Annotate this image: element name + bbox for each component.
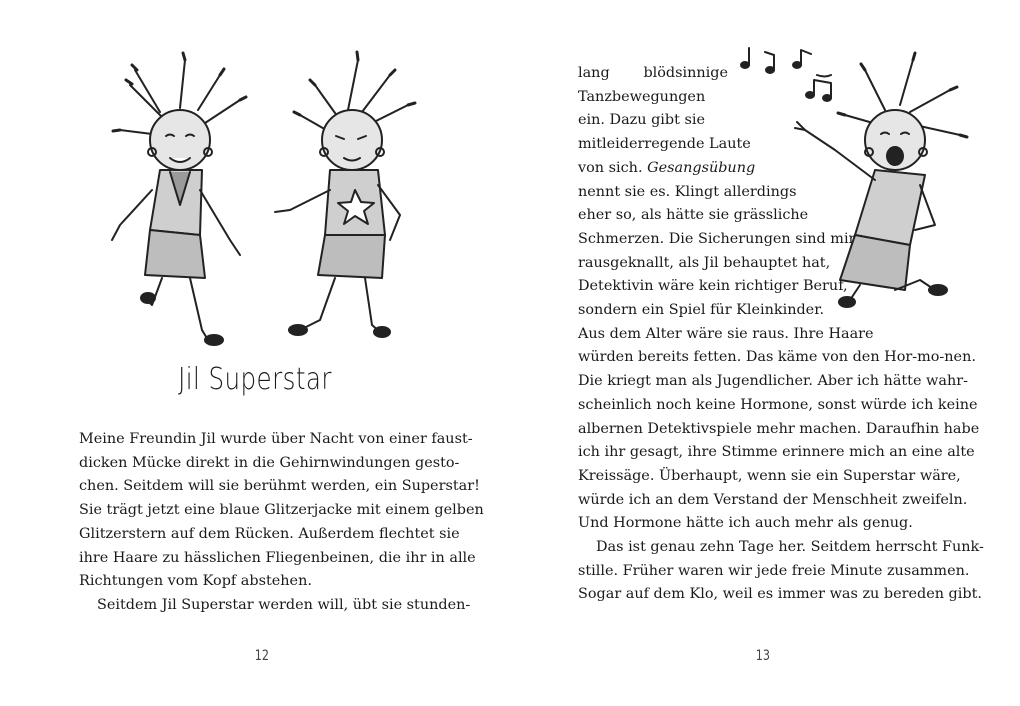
text-line: sondern ein Spiel für Kleinkinder. <box>578 302 825 319</box>
text-line <box>578 62 728 86</box>
text-line: dicken Mücke direkt in die Gehirnwindungen gesto- <box>79 454 460 471</box>
text-line: scheinlich noch keine Hormone, sonst würde ich keine <box>578 396 978 413</box>
text-line: stille. Früher waren wir jede freie Minute zusammen. <box>578 562 970 579</box>
text-line: würden bereits fetten. Das käme von den Hor-mo-nen. <box>578 349 976 366</box>
text-line <box>578 157 940 181</box>
text-line: Aus dem Alter wäre sie raus. Ihre Haare <box>578 325 874 342</box>
text-line: ein. Dazu gibt sie <box>578 112 705 129</box>
emphasis-word: Gesangsübung <box>647 159 756 176</box>
text-line: Tanzbewegungen <box>578 88 706 105</box>
text-segment: von sich. <box>578 159 643 176</box>
text-line: ihre Haare zu hässlichen Fliegenbeinen, die ihr in alle <box>79 549 476 566</box>
text-line: eher so, als hätte sie grässliche <box>578 207 809 224</box>
text-line: Glitzerstern auf dem Rücken. Außerdem flechtet sie <box>79 525 460 542</box>
text-line: chen. Seitdem will sie berühmt werden, ein Superstar! <box>79 478 480 495</box>
text-line: Seitdem Jil Superstar werden will, übt sie stunden- <box>97 596 471 613</box>
text-line: nennt sie es. Klingt allerdings <box>578 183 797 200</box>
text-line: Meine Freundin Jil wurde über Nacht von einer faust- <box>79 431 473 447</box>
text-line: Sogar auf dem Klo, weil es immer was zu bereden gibt. <box>578 586 982 603</box>
text-line: Kreissäge. Überhaupt, wenn sie ein Superstar wäre, <box>578 467 961 484</box>
text-line: Schmerzen. Die Sicherungen sind mir <box>578 230 856 247</box>
text-line: mitleiderregende Laute <box>578 136 751 153</box>
two-girls-dancing-illustration <box>90 40 430 350</box>
text-line: Die kriegt man als Jugendlicher. Aber ich hätte wahr- <box>578 373 968 390</box>
text-line: ich ihr gesagt, ihre Stimme erinnere mich an eine alte <box>578 444 975 461</box>
text-line: Und Hormone hätte ich auch mehr als genug. <box>578 515 913 532</box>
text-line: Das ist genau zehn Tage her. Seitdem herrscht Funk- <box>596 539 984 556</box>
right-body-text <box>578 62 984 607</box>
text-line: würde ich an dem Verstand der Menschheit zweifeln. <box>578 491 968 508</box>
text-line: Richtungen vom Kopf abstehen. <box>79 573 312 590</box>
text-line: Detektivin wäre kein richtiger Beruf, <box>578 278 848 295</box>
text-line: Sie trägt jetzt eine blaue Glitzerjacke mit einem gelben <box>79 502 484 519</box>
left-body-text <box>79 428 484 618</box>
text-line: rausgeknallt, als Jil behauptet hat, <box>578 254 831 271</box>
right-page <box>510 0 1020 706</box>
page-number: 13 <box>755 648 771 664</box>
text-line: albernen Detektivspiele mehr machen. Daraufhin habe <box>578 420 980 437</box>
page-number: 12 <box>254 648 270 664</box>
chapter-title: Jil Superstar <box>178 362 332 397</box>
text-line-content: lang blödsinnige <box>578 65 728 81</box>
